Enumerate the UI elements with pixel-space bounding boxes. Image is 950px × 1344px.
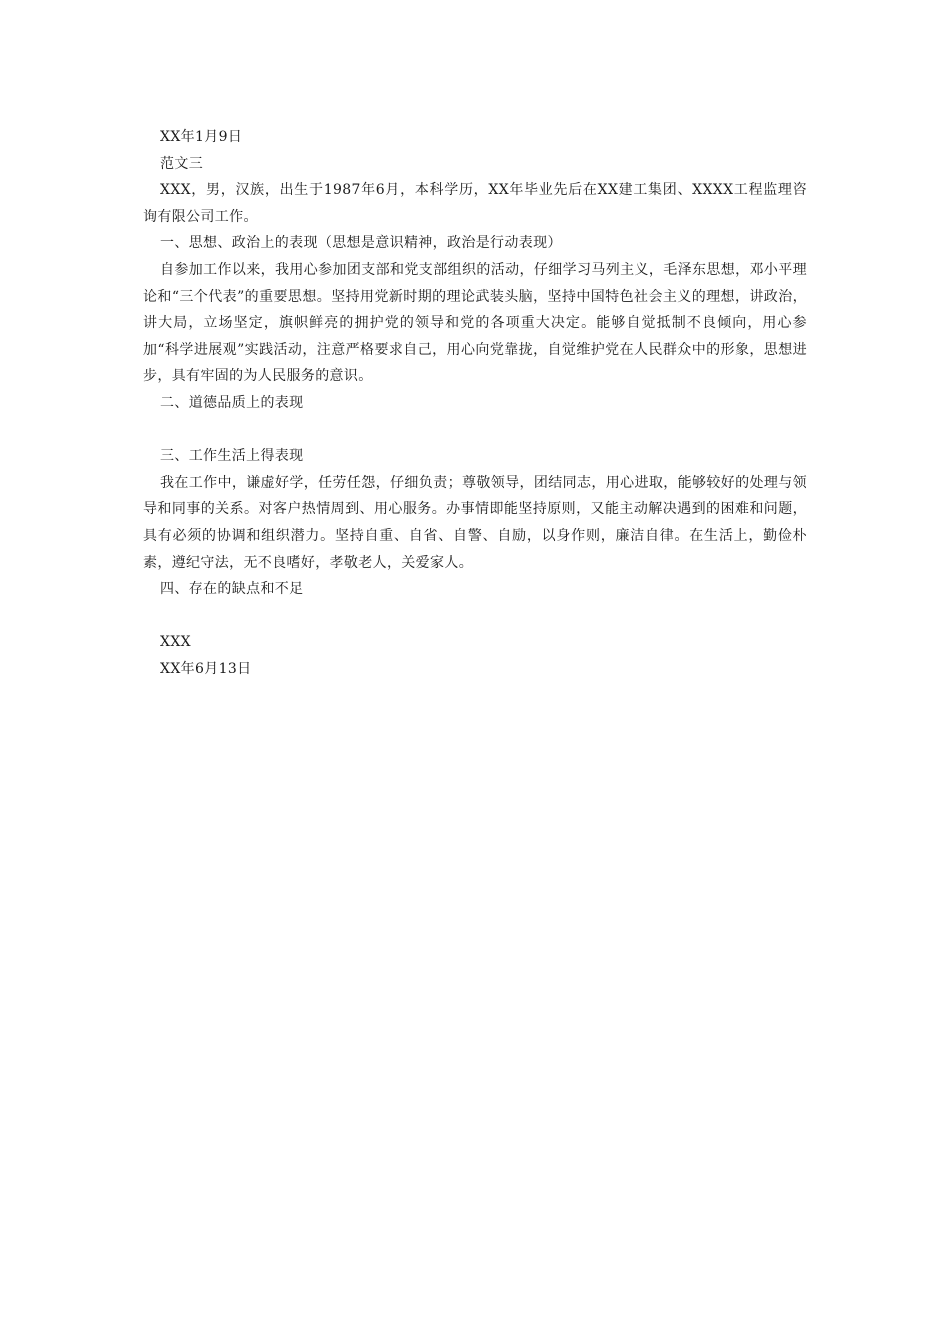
section-1-title: 一、思想、政治上的表现（思想是意识精神，政治是行动表现） xyxy=(160,235,562,252)
section-2-title: 二、道德品质上的表现 xyxy=(160,394,304,411)
document-heading: 范文三 xyxy=(160,155,204,172)
top-date: XX年1月9日 xyxy=(160,129,243,145)
signature: XXX xyxy=(160,634,191,651)
section-3-body: 我在工作中，谦虚好学，任劳任怨，仔细负责；尊敬领导，团结同志，用心进取，能够较好的处理与领导和同事的关系。对客户热情周到、用心服务。办事情即能坚持原则，又能主动解决遇到的困难和问题，具有必须的协调和组织潜力。坚持自重、自省、自警、自励，以身作则，廉洁自律。在生活上，勤俭朴素，遵纪守法，无不良嗜好，孝敬老人，关爱家人。 xyxy=(143,474,807,571)
bottom-date: XX年6月13日 xyxy=(160,660,252,677)
intro-paragraph: XXX，男，汉族，出生于1987年6月，本科学历，XX年毕业先后在XX建工集团、XXXX工程监理咨询有限公司工作。 xyxy=(143,182,807,225)
document-page xyxy=(143,124,807,682)
section-3-title: 三、工作生活上得表现 xyxy=(160,448,304,465)
blank-line xyxy=(143,603,807,630)
section-4-title: 四、存在的缺点和不足 xyxy=(160,581,304,598)
section-1-body: 自参加工作以来，我用心参加团支部和党支部组织的活动，仔细学习马列主义，毛泽东思想，邓小平理论和“三个代表”的重要思想。坚持用党新时期的理论武装头脑，坚持中国特色社会主义的理想，讲政治，讲大局，立场坚定，旗帜鲜亮的拥护党的领导和党的各项重大决定。能够自觉抵制不良倾向，用心参加“科学进展观”实践活动，注意严格要求自己，用心向党靠拢，自觉维护党在人民群众中的形象，思想进步，具有牢固的为人民服务的意识。 xyxy=(143,261,807,385)
blank-line xyxy=(143,417,807,444)
